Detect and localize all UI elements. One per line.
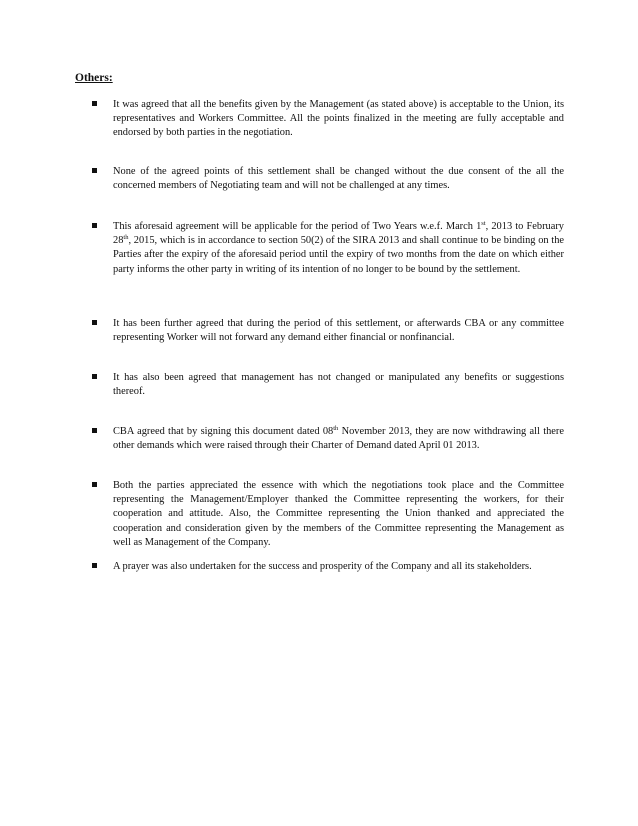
list-item xyxy=(90,98,564,165)
item-text: A prayer was also undertaken for the success and prosperity of the Company and all its stakeholders. xyxy=(113,561,532,572)
bullet-list xyxy=(90,98,564,574)
item-text: It was agreed that all the benefits given by the Management (as stated above) is acceptable to the Union, its representatives and Workers Committee. All the points finalized in the meeting are fully acceptable and endorsed by both parties in the negotiation. xyxy=(113,99,564,139)
list-item xyxy=(90,220,564,317)
square-bullet-icon xyxy=(92,168,97,173)
ordinal-suffix: th xyxy=(123,234,129,242)
list-item xyxy=(90,425,564,479)
item-text: Both the parties appreciated the essence with which the negotiations took place and the Committee representing the Management/Employer thanked the Committee representing the workers, for their cooperation and attitude. Also, the Committee representing the Union thanked and appreciated the cooperation and consideration given by the members of the Committee representing the Management as well as Management of the Company. xyxy=(113,480,564,548)
square-bullet-icon xyxy=(92,223,97,228)
square-bullet-icon xyxy=(92,563,97,568)
item-text-part: CBA agreed that by signing this document dated 08 xyxy=(113,426,334,437)
item-text: It has been further agreed that during the period of this settlement, or afterwards CBA or any committee representing Worker will not forward any demand either financial or nonfinancial. xyxy=(113,318,564,344)
square-bullet-icon xyxy=(92,101,97,106)
list-item xyxy=(90,560,564,574)
item-text: It has also been agreed that management has not changed or manipulated any benefits or suggestions thereof. xyxy=(113,372,564,398)
item-text-part: November 2013, they are now withdrawing all there other demands which were raised through their Charter of Demand dated April 01 2013. xyxy=(113,426,564,452)
item-text-part: This aforesaid agreement will be applicable for the period of Two Years w.e.f. March 1 xyxy=(113,221,482,232)
item-text-part: , 2013 to February 28 xyxy=(113,221,564,247)
item-text: None of the agreed points of this settlement shall be changed without the due consent of the all the concerned members of Negotiating team and will not be challenged at any times. xyxy=(113,166,564,192)
ordinal-suffix: st xyxy=(481,220,486,227)
square-bullet-icon xyxy=(92,482,97,487)
square-bullet-icon xyxy=(92,320,97,325)
section-heading: Others: xyxy=(75,72,113,84)
ordinal-suffix: th xyxy=(333,425,339,432)
list-item xyxy=(90,371,564,425)
square-bullet-icon xyxy=(92,374,97,379)
square-bullet-icon xyxy=(92,428,97,433)
list-item xyxy=(90,479,564,560)
list-item xyxy=(90,165,564,220)
list-item xyxy=(90,317,564,371)
item-text-part: , 2015, which is in accordance to section 50(2) of the SIRA 2013 and shall continue to be binding on the Parties after the expiry of the aforesaid period until the expiry of two months from the date on which either party informs the other party in writing of its intention of no longer to be bound by the settlement. xyxy=(113,235,564,275)
